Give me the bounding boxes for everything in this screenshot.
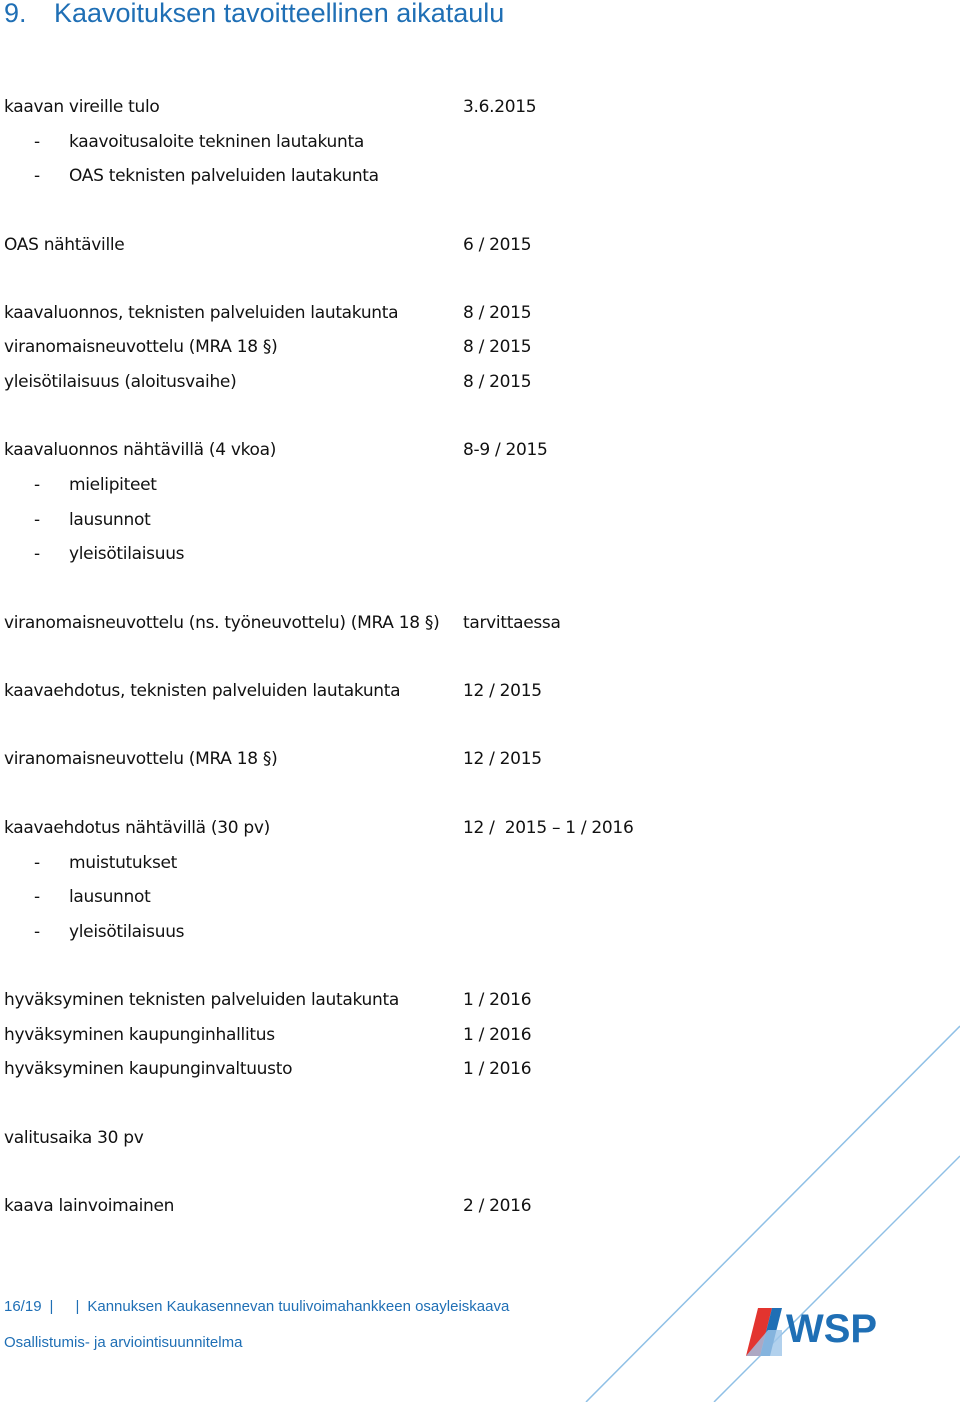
- row-date: 12 / 2015 – 1 / 2016: [463, 818, 634, 838]
- row-date: 8-9 / 2015: [463, 440, 548, 460]
- row-label: hyväksyminen kaupunginhallitus: [4, 1025, 275, 1045]
- row-label: viranomaisneuvottelu (MRA 18 §): [4, 337, 278, 357]
- row-date: 6 / 2015: [463, 235, 532, 255]
- project-name: Kannuksen Kaukasennevan tuulivoimahankkeen osayleiskaava: [87, 1298, 510, 1315]
- row-date: 12 / 2015: [463, 681, 542, 701]
- bullet-dash: -: [34, 544, 40, 564]
- section-title: Kaavoituksen tavoitteellinen aikataulu: [54, 0, 505, 28]
- page-number: 16/19: [4, 1298, 42, 1315]
- row-label: kaavaluonnos, teknisten palveluiden lautakunta: [4, 303, 399, 323]
- row-label: hyväksyminen kaupunginvaltuusto: [4, 1059, 293, 1079]
- row-date: 3.6.2015: [463, 97, 537, 117]
- footer-separator: |: [49, 1298, 54, 1315]
- bullet-dash: -: [34, 853, 40, 873]
- bullet-dash: -: [34, 510, 40, 530]
- row-label: OAS nähtäville: [4, 235, 125, 255]
- row-date: 12 / 2015: [463, 749, 542, 769]
- wsp-logo: [742, 1300, 912, 1360]
- row-date: 1 / 2016: [463, 1059, 532, 1079]
- row-label: valitusaika 30 pv: [4, 1128, 144, 1148]
- row-date: 8 / 2015: [463, 303, 532, 323]
- row-date: 8 / 2015: [463, 337, 532, 357]
- bullet-dash: -: [34, 132, 40, 152]
- wsp-logo-text: WSP: [786, 1307, 878, 1351]
- row-label: kaavaehdotus, teknisten palveluiden lautakunta: [4, 681, 401, 701]
- row-label: kaavaluonnos nähtävillä (4 vkoa): [4, 440, 277, 460]
- row-date: tarvittaessa: [463, 613, 561, 633]
- row-date: 1 / 2016: [463, 990, 532, 1010]
- footer-line-1: [4, 1297, 509, 1317]
- row-label: viranomaisneuvottelu (MRA 18 §): [4, 749, 278, 769]
- bullet-dash: -: [34, 887, 40, 907]
- section-number: 9.: [4, 0, 27, 28]
- bullet-dash: -: [34, 922, 40, 942]
- row-label: kaavan vireille tulo: [4, 97, 160, 117]
- row-date: 2 / 2016: [463, 1196, 532, 1216]
- row-date: 1 / 2016: [463, 1025, 532, 1045]
- bullet-dash: -: [34, 475, 40, 495]
- footer-separator: |: [75, 1298, 80, 1315]
- row-label: hyväksyminen teknisten palveluiden lautakunta: [4, 990, 399, 1010]
- row-label: kaava lainvoimainen: [4, 1196, 175, 1216]
- row-label: kaavaehdotus nähtävillä (30 pv): [4, 818, 270, 838]
- row-date: 8 / 2015: [463, 372, 532, 392]
- row-label: yleisötilaisuus (aloitusvaihe): [4, 372, 237, 392]
- row-label: viranomaisneuvottelu (ns. työneuvottelu) (MRA 18 §): [4, 613, 440, 633]
- document-name: Osallistumis- ja arviointisuunnitelma: [4, 1334, 243, 1351]
- bullet-dash: -: [34, 166, 40, 186]
